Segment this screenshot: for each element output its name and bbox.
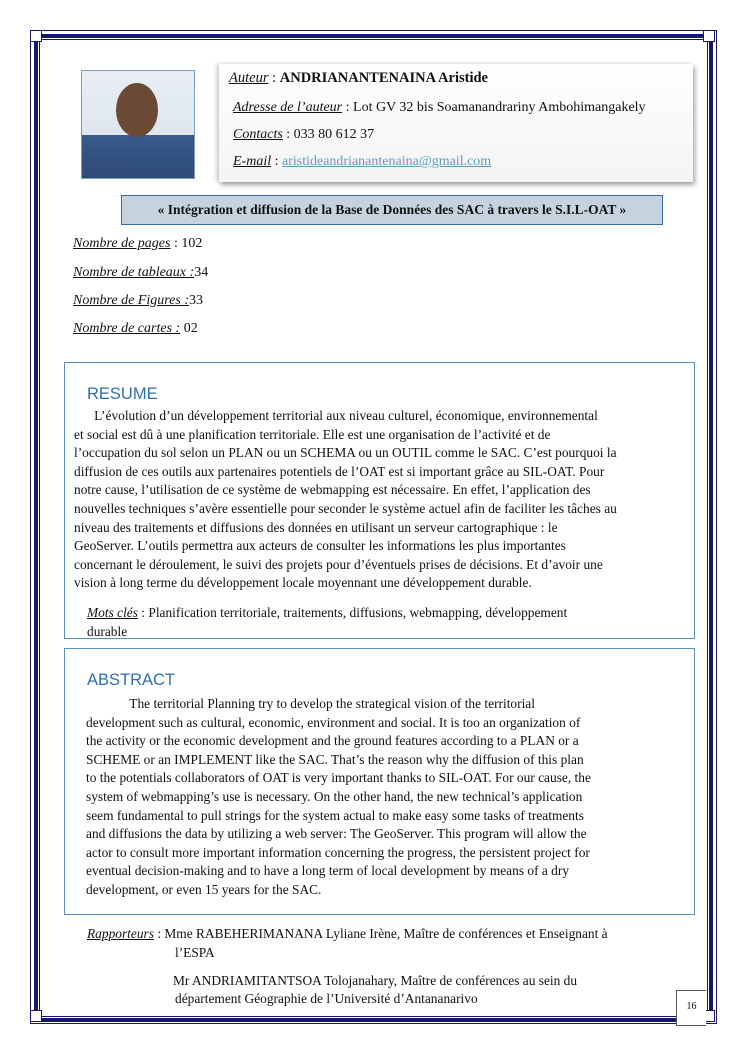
rapporteur-1: Rapporteurs : Mme RABEHERIMANANA Lyliane Irène, Maître de conférences et Enseignant à — [87, 926, 608, 941]
author-contacts: 033 80 612 37 — [293, 127, 375, 142]
thesis-title: « Intégration et diffusion de la Base de Données des SAC à travers le S.I.L-OAT » — [121, 195, 663, 225]
text-line: eventual decision-making and to have a long term of local development by means of a dry — [86, 863, 570, 879]
abstract-text — [86, 695, 591, 900]
author-face — [116, 83, 158, 137]
text-line: development, or even 15 years for the SAC. — [86, 881, 322, 897]
text-line: GeoServer. L’outils permettra aux acteurs de consulter les informations les plus importantes — [74, 538, 566, 554]
rapporteur-1-cont: l’ESPA — [175, 945, 215, 960]
meta-figures: Nombre de Figures :33 — [73, 293, 203, 308]
text-line: niveau des traitements et diffusions des données en utilisant un serveur cartographique : le — [74, 519, 558, 535]
text-line: to the potentials collaborators of OAT is very important thanks to SIL-OAT. For our cause, the — [86, 770, 591, 786]
author-photo — [81, 70, 195, 179]
abstract-box — [64, 648, 695, 915]
text-line: concernant le déroulement, le suivi des projets pour d’éventuels prises de décisions. Et d’avoir une — [74, 556, 603, 572]
author-info-box: Auteur : ANDRIANANTENAINA Aristide Adresse de l’auteur : Lot GV 32 bis Soamanandrariny Ambohimangakely Contacts : 033 80 612 37 E-mail : aristideandrianantenaina@gmail.com — [219, 64, 693, 182]
text-line: and diffusions the data by utilizing a web server: The GeoServer. This program will allow the — [86, 826, 587, 842]
author-email-link[interactable]: aristideandrianantenaina@gmail.com — [282, 154, 492, 169]
resume-heading: RESUME — [87, 385, 158, 403]
rapporteur-2: Mr ANDRIAMITANTSOA Tolojanahary, Maître de conférences au sein du — [173, 973, 578, 988]
meta-tables: Nombre de tableaux :34 — [73, 265, 209, 280]
text-line: l’occupation du sol selon un PLAN ou un SCHEMA ou un OUTIL comme le SAC. C’est pourquoi la — [74, 445, 617, 461]
resume-text — [74, 407, 617, 593]
text-line: SCHEME or an IMPLEMENT like the SAC. That’s the reason why the diffusion of this plan — [86, 751, 584, 767]
rapporteur-2-cont: département Géographie de l’Université d’Antananarivo — [175, 991, 478, 1006]
text-line: nouvelles techniques s’avère essentielle pour seconder le système actuel afin de faciliter les tâches au — [74, 500, 617, 516]
corner-ornament — [30, 1010, 42, 1022]
text-line: seem fundamental to pull strings for the system actual to make easy some tasks of treatments — [86, 807, 584, 823]
contacts-label: Contacts — [233, 127, 283, 142]
author-address: Lot GV 32 bis Soamanandrariny Ambohimangakely — [353, 100, 646, 115]
text-line: the activity or the economic development and the ground features according to a PLAN or a — [86, 733, 579, 749]
corner-ornament — [703, 30, 715, 42]
text-line: L’évolution d’un développement territorial aux niveau culturel, économique, environnemental — [74, 408, 598, 423]
resume-box — [64, 362, 695, 639]
text-line: development such as cultural, economic, environment and social. It is too an organization of — [86, 714, 581, 730]
text-line: The territorial Planning try to develop the strategical vision of the territorial — [86, 696, 535, 711]
meta-pages: Nombre de pages : 102 — [73, 236, 203, 251]
text-line: vision à long terme du développement locale moyennant une développement durable. — [74, 575, 532, 591]
page-number: 16 — [676, 990, 706, 1026]
email-label: E-mail — [233, 154, 272, 169]
address-label: Adresse de l’auteur — [233, 100, 343, 115]
author-name: ANDRIANANTENAINA Aristide — [279, 70, 488, 86]
text-line: et social est dû à une planification territoriale. Elle est une organisation de l’activité et de — [74, 426, 551, 442]
author-label: Auteur — [229, 70, 269, 86]
text-line: actor to consult more important information concerning the progress, the persistent project for — [86, 844, 590, 860]
text-line: diffusion de ces outils aux partenaires potentiels de l’OAT est si important grâce au SIL-OAT. Pour — [74, 463, 605, 479]
corner-ornament — [30, 30, 42, 42]
keywords: Mots clés : Planification territoriale, traitements, diffusions, webmapping, développement durable — [87, 605, 568, 639]
text-line: system of webmapping’s use is necessary. On the other hand, the new technical’s application — [86, 788, 583, 804]
text-line: notre cause, l’utilisation de ce système de webmapping est nécessaire. En effet, l’application des — [74, 482, 591, 498]
abstract-heading: ABSTRACT — [87, 671, 176, 689]
meta-maps: Nombre de cartes : 02 — [73, 321, 198, 336]
